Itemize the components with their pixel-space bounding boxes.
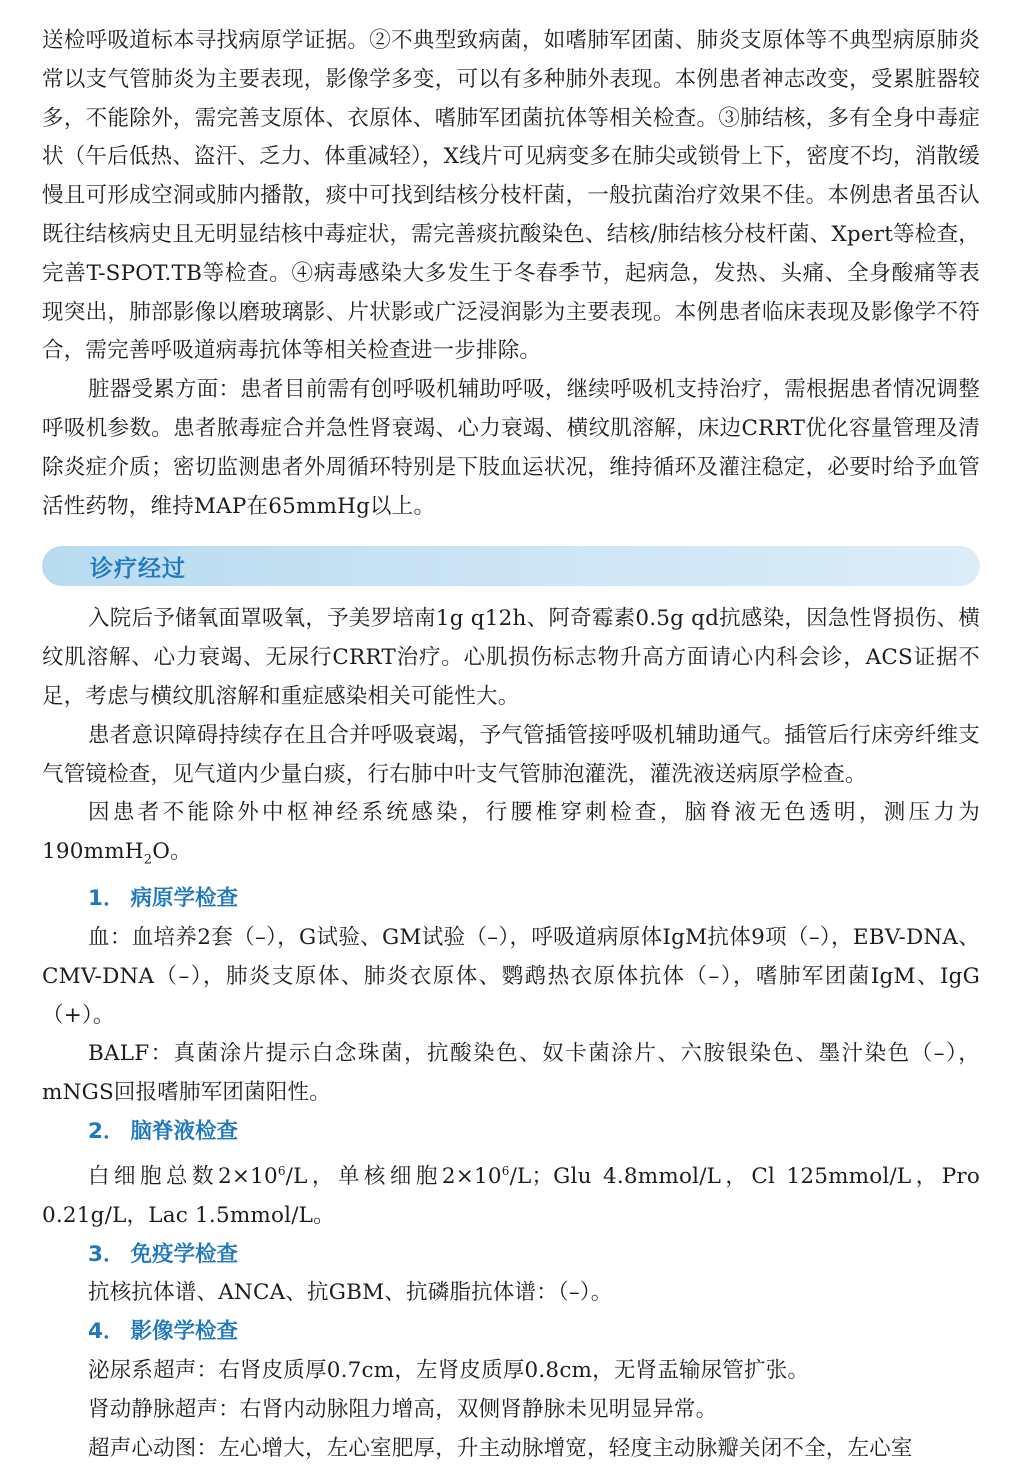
- csf-subscript: 2: [143, 852, 153, 868]
- subsection-title: 影像学检查: [130, 1319, 238, 1345]
- subsection-number: 3．: [88, 1241, 125, 1267]
- csf-wbc-unit: /L，单核细胞2×10: [285, 1163, 502, 1189]
- csf-text-after: O。: [152, 839, 192, 865]
- body-paragraph: 血：血培养2套（–），G试验、GM试验（–），呼吸道病原体IgM抗体9项（–），EBV-DNA、CMV-DNA（–），肺炎支原体、肺炎衣原体、鹦鹉热衣原体抗体（–），嗜肺军团菌IgM、IgG（+）。: [42, 925, 980, 1028]
- body-paragraph: 抗核抗体谱、ANCA、抗GBM、抗磷脂抗体谱：（–）。: [88, 1280, 613, 1306]
- subsection-title: 免疫学检查: [130, 1241, 238, 1267]
- csf-wbc-label: 白细胞总数2×10: [88, 1163, 278, 1189]
- section-header-bar: [42, 546, 980, 586]
- subsection-number: 2．: [88, 1119, 125, 1145]
- csf-mono-exponent: 6: [501, 1163, 510, 1178]
- subsection-number: 4．: [88, 1319, 125, 1345]
- subsection-heading-csf: [42, 1113, 980, 1152]
- csf-text-before: 因患者不能除外中枢神经系统感染，行腰椎穿刺检查，脑脊液无色透明，测压力为190mmH: [42, 800, 980, 865]
- subsection-heading-immunology: [42, 1236, 980, 1275]
- body-paragraph: 患者意识障碍持续存在且合并呼吸衰竭，予气管插管接呼吸机辅助通气。插管后行床旁纤维支气管镜检查，见气道内少量白痰，行右肺中叶支气管肺泡灌洗，灌洗液送病原学检查。: [42, 722, 980, 787]
- body-paragraph: 入院后予储氧面罩吸氧，予美罗培南1g q12h、阿奇霉素0.5g qd抗感染，因急性肾损伤、横纹肌溶解、心力衰竭、无尿行CRRT治疗。心肌损伤标志物升高方面请心内科会诊，ACS证据不足，考虑与横纹肌溶解和重症感染相关可能性大。: [42, 606, 980, 709]
- body-paragraph: 脏器受累方面：患者目前需有创呼吸机辅助呼吸，继续呼吸机支持治疗，需根据患者情况调整呼吸机参数。患者脓毒症合并急性肾衰竭、心力衰竭、横纹肌溶解，床边CRRT优化容量管理及清除炎症介质；密切监测患者外周循环特别是下肢血运状况，维持循环及灌注稳定，必要时给予血管活性药物，维持MAP在65mmHg以上。: [42, 377, 980, 519]
- subsection-heading-pathogen: [42, 880, 980, 919]
- subsection-number: 1．: [88, 886, 125, 912]
- subsection-title: 病原学检查: [130, 886, 238, 912]
- csf-rest: /L；Glu 4.8mmol/L，Cl 125mmol/L，Pro 0.21g/L，Lac 1.5mmol/L。: [42, 1163, 980, 1228]
- body-paragraph: 送检呼吸道标本寻找病原学证据。②不典型致病菌，如嗜肺军团菌、肺炎支原体等不典型病原肺炎常以支气管肺炎为主要表现，影像学多变，可以有多种肺外表现。本例患者神志改变，受累脏器较多，不能除外，需完善支原体、衣原体、嗜肺军团菌抗体等相关检查。③肺结核，多有全身中毒症状（午后低热、盗汗、乏力、体重减轻），X线片可见病变多在肺尖或锁骨上下，密度不均，消散缓慢且可形成空洞或肺内播散，痰中可找到结核分枝杆菌，一般抗菌治疗效果不佳。本例患者虽否认既往结核病史且无明显结核中毒症状，需完善痰抗酸染色、结核/肺结核分枝杆菌、Xpert等检查，完善T-SPOT.TB等检查。④病毒感染大多发生于冬春季节，起病急，发热、头痛、全身酸痛等表现突出，肺部影像以磨玻璃影、片状影或广泛浸润影为主要表现。本例患者临床表现及影像学不符合，需完善呼吸道病毒抗体等相关检查进一步排除。: [42, 28, 980, 364]
- csf-pressure-paragraph: [42, 794, 980, 880]
- section-title: 诊疗经过: [90, 555, 186, 582]
- subsection-heading-imaging: [42, 1313, 980, 1352]
- csf-exam-paragraph: [42, 1152, 980, 1236]
- body-paragraph: BALF：真菌涂片提示白念珠菌，抗酸染色、奴卡菌涂片、六胺银染色、墨汁染色（–），mNGS回报嗜肺军团菌阳性。: [42, 1041, 980, 1106]
- csf-wbc-exponent: 6: [277, 1163, 286, 1178]
- body-paragraph: 泌尿系超声：右肾皮质厚0.7cm，左肾皮质厚0.8cm，无肾盂输尿管扩张。: [88, 1357, 810, 1383]
- subsection-title: 脑脊液检查: [130, 1119, 238, 1145]
- body-paragraph: 肾动静脉超声：右肾内动脉阻力增高，双侧肾静脉未见明显异常。: [88, 1396, 718, 1422]
- body-paragraph: 超声心动图：左心增大，左心室肥厚，升主动脉增宽，轻度主动脉瓣关闭不全，左心室: [88, 1435, 913, 1461]
